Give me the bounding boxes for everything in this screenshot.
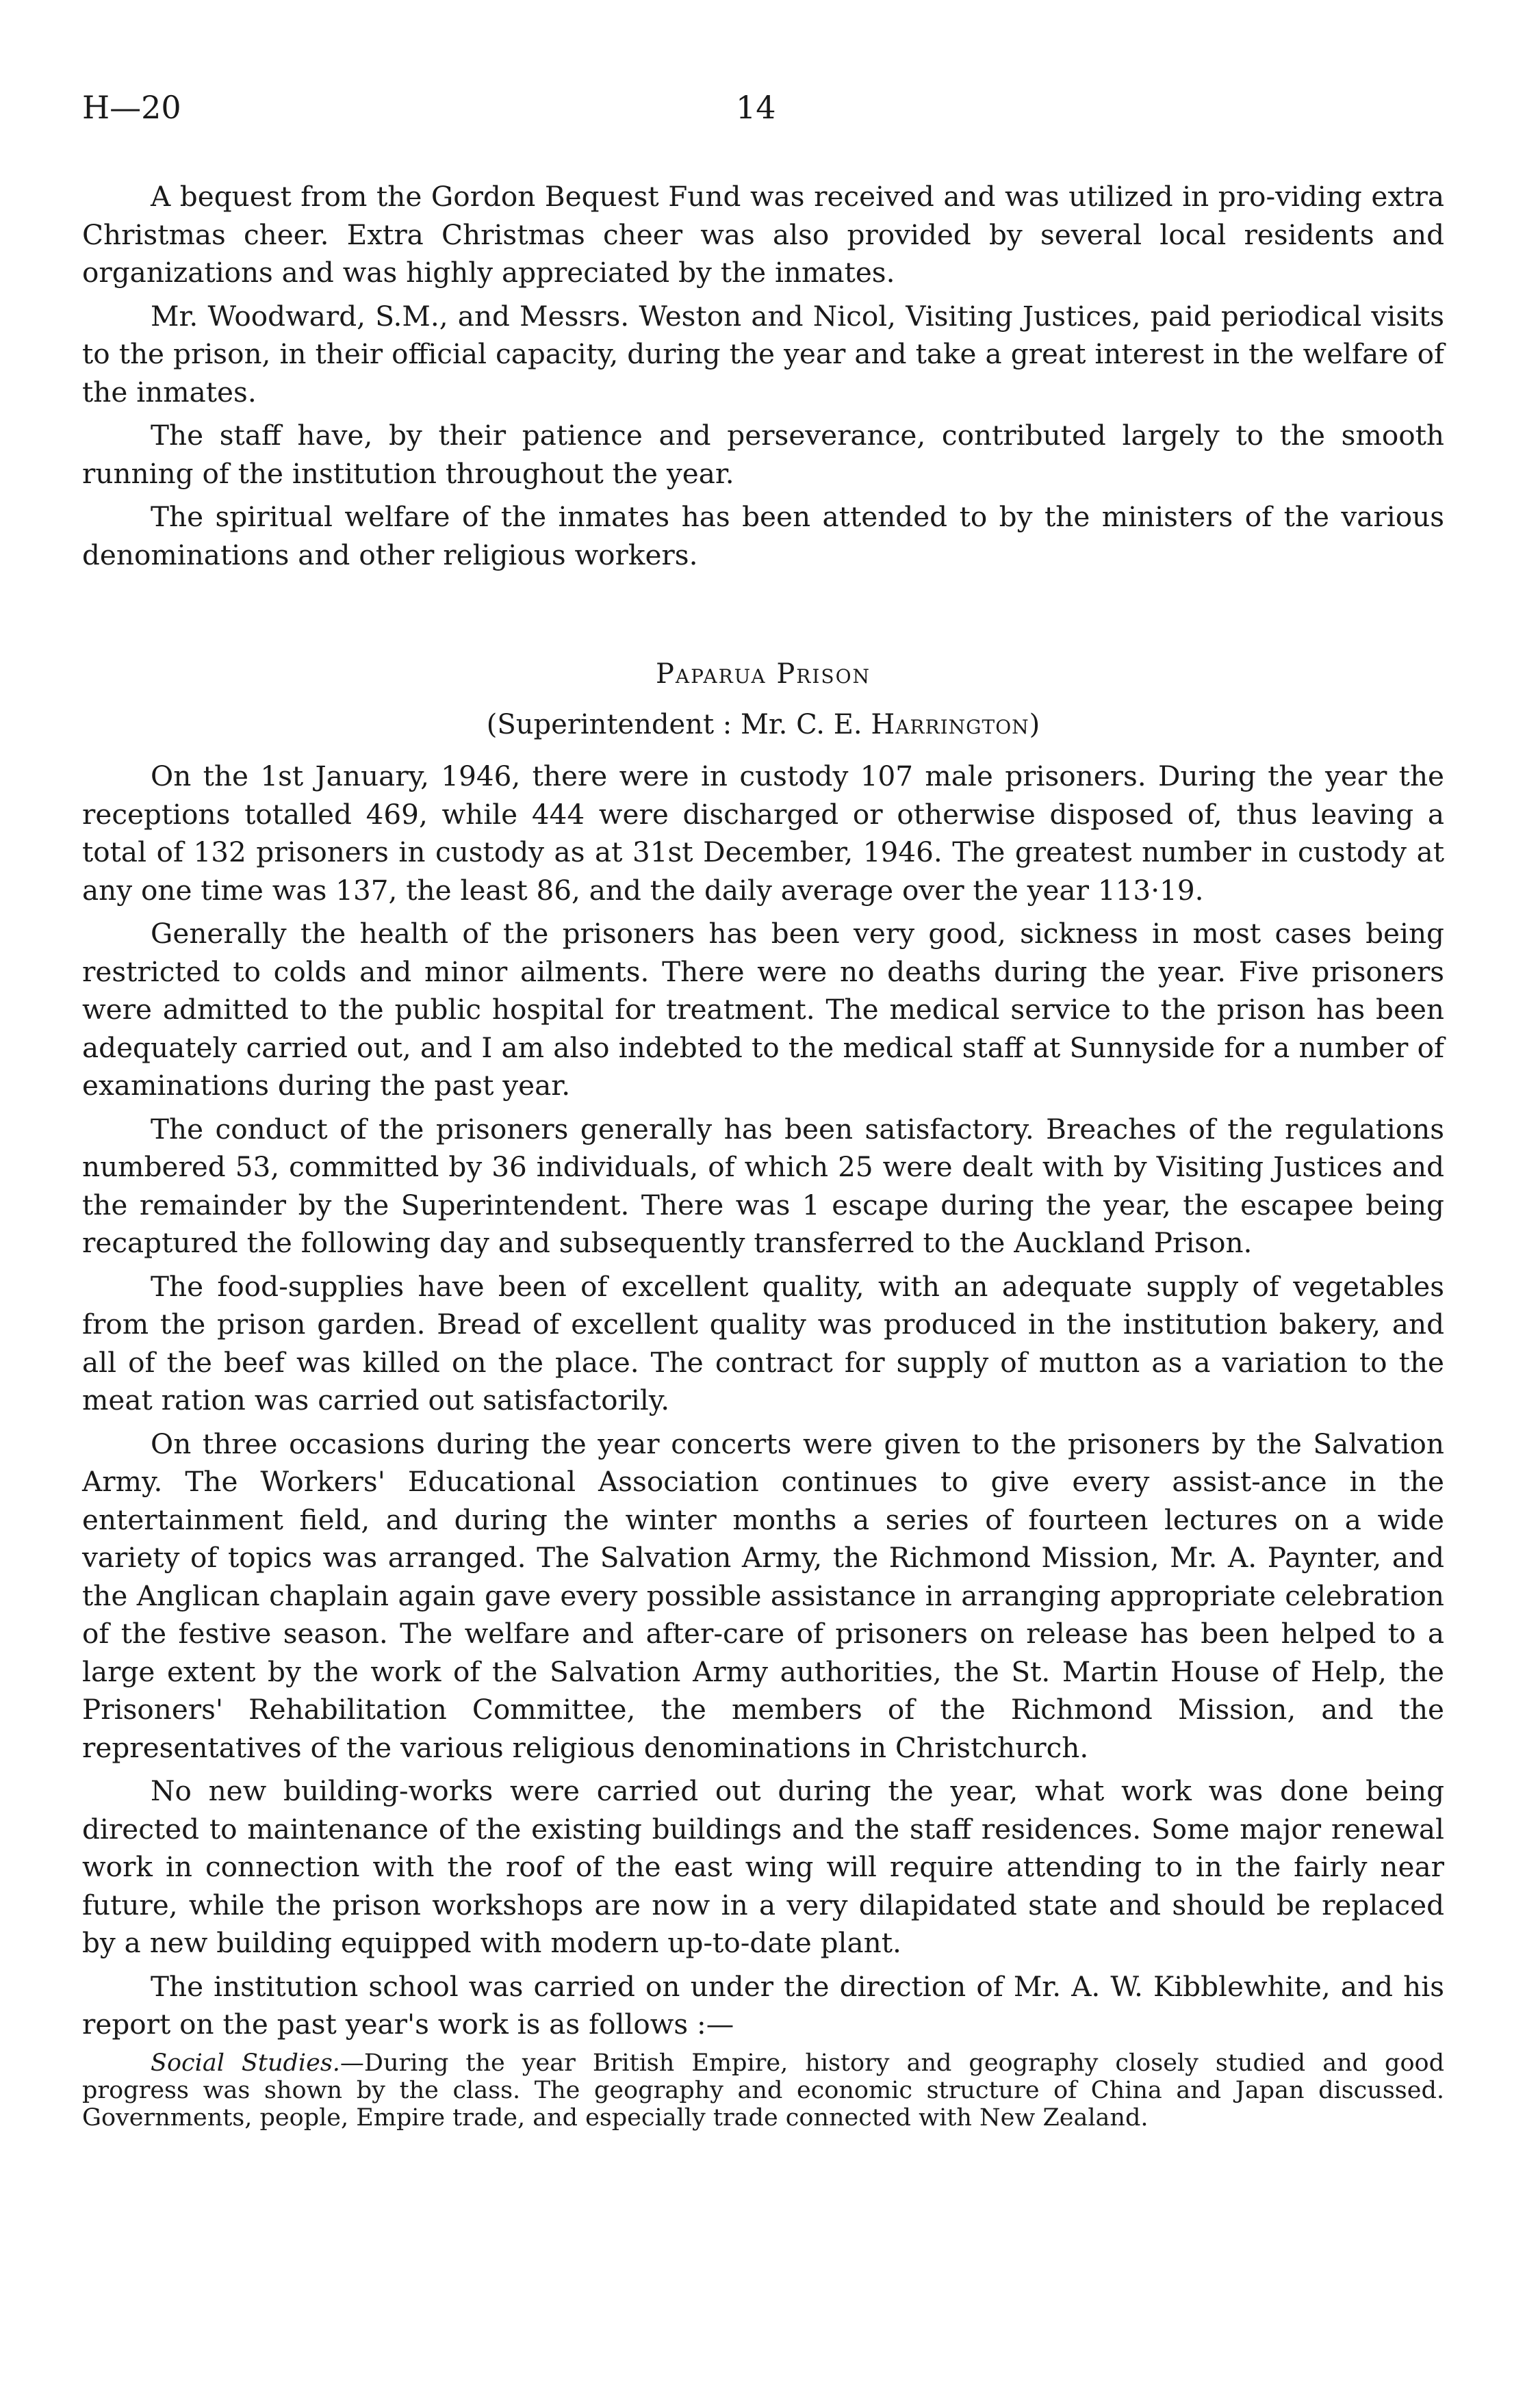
paragraph-bequest: A bequest from the Gordon Bequest Fund was received and was utilized in pro-viding extra Christmas cheer. Extra Christmas cheer was also provided by several local residents and organizations and was highly appreciated by the inmates. xyxy=(82,180,1444,289)
document-page xyxy=(82,89,1444,2132)
page-header xyxy=(82,89,1444,144)
paragraph-building-works: No new building-works were carried out during the year, what work was done being directed to maintenance of the existing buildings and the staff residences. Some major renewal work in connection with the roof of the east wing will require attending to in the fairly near future, while the prison workshops are now in a very dilapidated state and should be replaced by a new building equipped with modern up-to-date plant. xyxy=(82,1774,1444,1959)
section-subtitle xyxy=(82,705,1444,744)
superintendent-suffix: ) xyxy=(1029,709,1040,740)
paragraph-visiting-justices: Mr. Woodward, S.M., and Messrs. Weston and Nicol, Visiting Justices, paid periodical visits to the prison, in their official capacity, during the year and take a great interest in the welfare of the inmates. xyxy=(82,299,1444,409)
report-social-studies xyxy=(82,2049,1444,2132)
paragraph-custody-stats: On the 1st January, 1946, there were in custody 107 male prisoners. During the year the receptions totalled 469, while 444 were discharged or otherwise disposed of, thus leaving a total of 132 prisoners in custody as at 31st December, 1946. The greatest number in custody at any one time was 137, the least 86, and the daily average over the year 113·19. xyxy=(82,760,1444,907)
section-title: Paparua Prison xyxy=(655,658,871,690)
superintendent-name: Harrington xyxy=(871,709,1029,740)
page-number: 14 xyxy=(736,89,776,126)
report-heading: Social Studies. xyxy=(151,2049,340,2077)
paragraph-concerts-welfare: On three occasions during the year concerts were given to the prisoners by the Salvation Army. The Workers' Educational Association continues to give every assist-ance in the entertainment field, and during the winter months a series of fourteen lectures on a wide variety of topics was arranged. The Salvation Army, the Richmond Mission, Mr. A. Paynter, and the Anglican chaplain again gave every possible assistance in arranging appropriate celebration of the festive season. The welfare and after-care of prisoners on release has been helped to a large extent by the work of the Salvation Army authorities, the St. Martin House of Help, the Prisoners' Rehabilitation Committee, the members of the Richmond Mission, and the representatives of the various religious denominations in Christchurch. xyxy=(82,1427,1444,1764)
document-reference: H—20 xyxy=(82,89,181,126)
report-text: —During the year British Empire, history and geography closely studied and good progress was shown by the class. The geography and economic structure of China and Japan discussed. Governments, people, Empire trade, and especially trade connected with New Zealand. xyxy=(82,2049,1444,2132)
superintendent-prefix: (Superintendent : Mr. C. E. xyxy=(486,709,871,740)
section-gap xyxy=(82,580,1444,655)
paragraph-spiritual-welfare: The spiritual welfare of the inmates has been attended to by the ministers of the various denominations and other religious workers. xyxy=(82,500,1444,571)
paragraph-food-supplies: The food-supplies have been of excellent quality, with an adequate supply of vegetables from the prison garden. Bread of excellent quality was produced in the institution bakery, and all of the beef was killed on the place. The contract for supply of mutton as a variation to the meat ration was carried out satisfactorily. xyxy=(82,1269,1444,1416)
paragraph-staff: The staff have, by their patience and perseverance, contributed largely to the smooth running of the institution throughout the year. xyxy=(82,419,1444,490)
paragraph-institution-school: The institution school was carried on under the direction of Mr. A. W. Kibblewhite, and his report on the past year's work is as follows :— xyxy=(82,1969,1444,2041)
paragraph-health: Generally the health of the prisoners has been very good, sickness in most cases being restricted to colds and minor ailments. There were no deaths during the year. Five prisoners were admitted to the public hospital for treatment. The medical service to the prison has been adequately carried out, and I am also indebted to the medical staff at Sunnyside for a number of examinations during the past year. xyxy=(82,917,1444,1102)
paragraph-conduct: The conduct of the prisoners generally has been satisfactory. Breaches of the regulations numbered 53, committed by 36 individuals, of which 25 were dealt with by Visiting Justices and the remainder by the Superintendent. There was 1 escape during the year, the escapee being recaptured the following day and subsequently transferred to the Auckland Prison. xyxy=(82,1112,1444,1259)
